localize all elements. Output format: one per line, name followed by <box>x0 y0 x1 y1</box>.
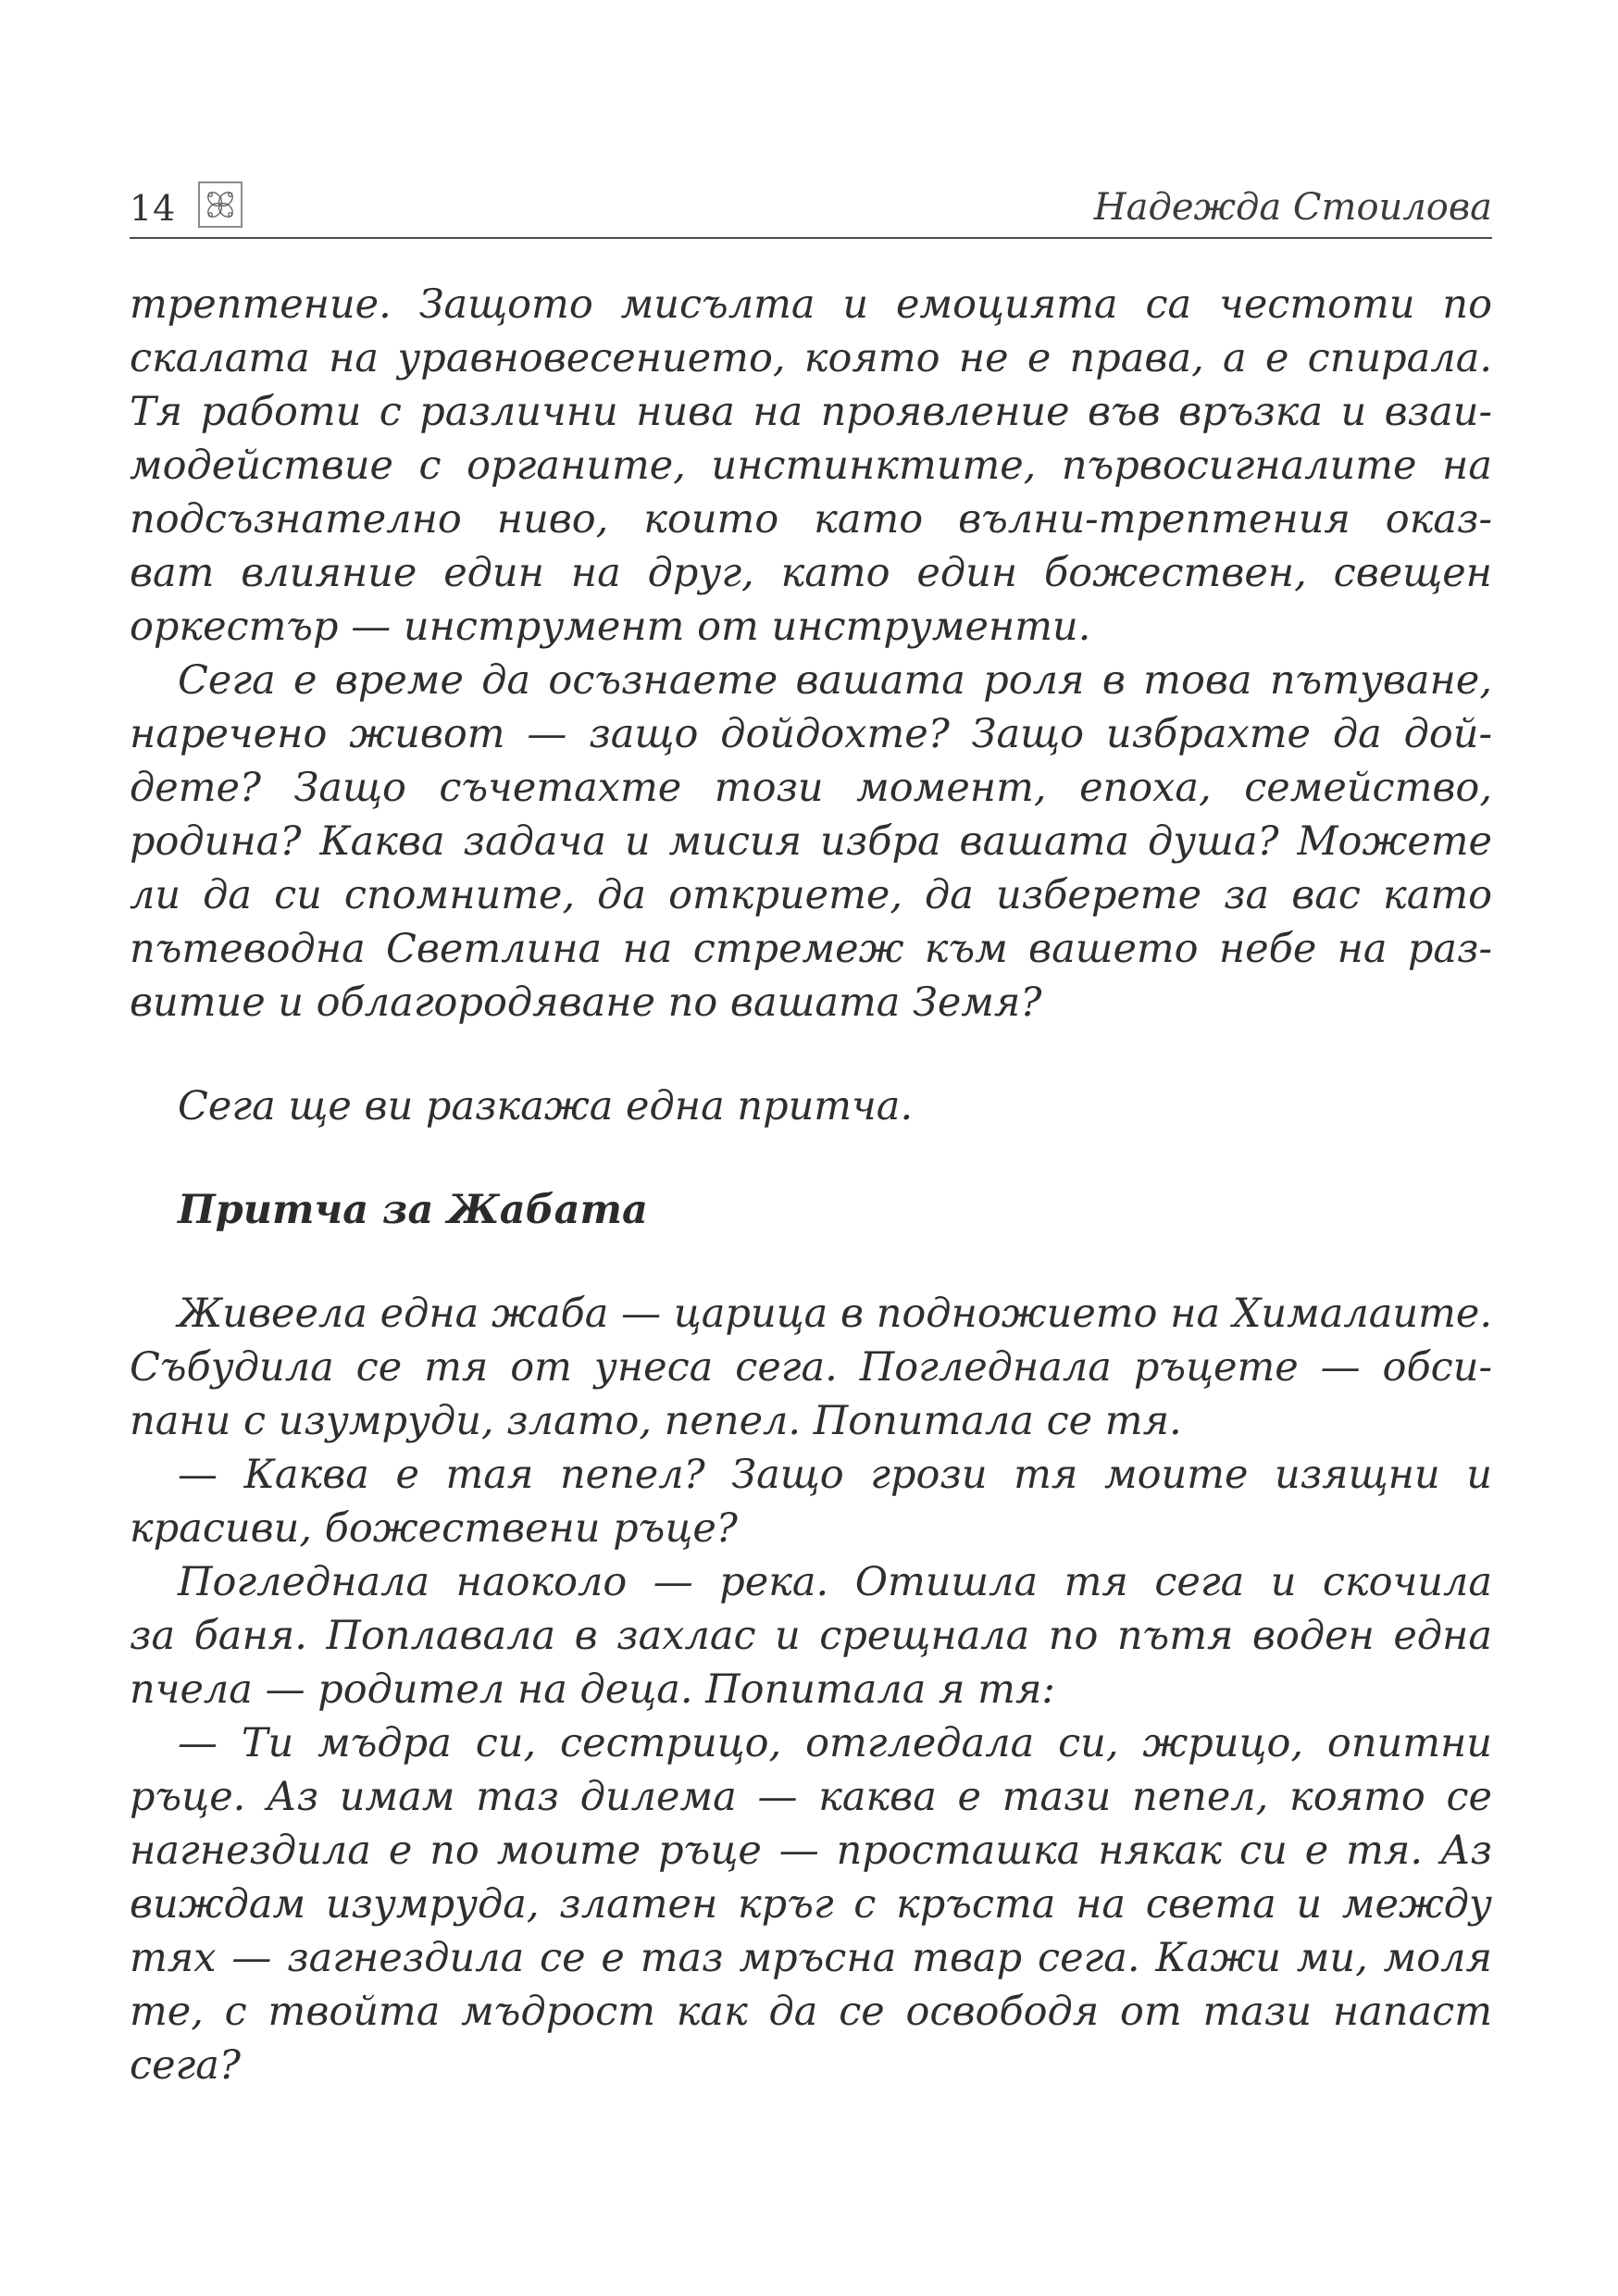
text-line: дете? Защо съчетахте този момент, епоха, семейство, <box>130 765 1492 811</box>
text-line: трептение. Защото мисълта и емоцията са честоти по <box>130 281 1492 328</box>
text-line: Сега е време да осъзнаете вашата роля в това пътуване, <box>178 657 1492 704</box>
text-line: ват влияние един на друг, като един божествен, свещен <box>130 550 1492 596</box>
text-line: красиви, божествени ръце? <box>130 1505 738 1552</box>
text-line: пътеводна Светлина на стремеж към вашето небе на раз- <box>130 926 1492 972</box>
text-block <box>130 278 1492 2092</box>
paragraph <box>130 1555 1492 1716</box>
paragraph <box>130 1287 1492 1448</box>
text-line: сега? <box>130 2042 241 2089</box>
text-line: Тя работи с различни нива на проявление във връзка и взаи- <box>130 389 1492 435</box>
running-header <box>130 176 1492 228</box>
floral-knot-icon <box>198 181 243 228</box>
text-line: модействие с органите, инстинктите, първосигналите на <box>130 443 1492 489</box>
text-line: ли да си спомните, да откриете, да изберете за вас като <box>130 872 1492 918</box>
text-line: родина? Каква задача и мисия избра вашата душа? Можете <box>130 818 1492 865</box>
header-rule <box>130 237 1492 239</box>
text-line: за баня. Поплавала в захлас и срещнала по пътя воден една <box>130 1613 1492 1659</box>
text-line: ръце. Аз имам таз дилема — каква е тази пепел, която се <box>130 1774 1492 1820</box>
text-line: подсъзнателно ниво, които като вълни-трептения оказ- <box>130 496 1492 543</box>
text-line: те, с твойта мъдрост как да се освободя от тази напаст <box>130 1989 1492 2035</box>
text-line: — Каква е тая пепел? Защо грози тя моите изящни и <box>178 1452 1492 1498</box>
paragraph <box>130 1716 1492 2092</box>
text-line: витие и облагородяване по вашата Земя? <box>130 980 1042 1026</box>
text-line: тях — загнездила се е таз мръсна твар сега. Кажи ми, моля <box>130 1935 1492 1981</box>
paragraph <box>130 654 1492 1029</box>
section-heading: Притча за Жабата <box>178 1187 648 1233</box>
text-line: оркестър — инструмент от инструменти. <box>130 604 1091 650</box>
text-line: Погледнала наоколо — река. Отишла тя сега и скочила <box>178 1559 1492 1605</box>
text-line: Живеела една жаба — царица в подножието на Хималаите. <box>178 1291 1492 1337</box>
text-line: Събудила се тя от унеса сега. Погледнала ръцете — обси- <box>130 1344 1492 1391</box>
text-line: нагнездила е по моите ръце — просташка някак си е тя. Аз <box>130 1828 1492 1874</box>
running-header-author: Надежда Стоилова <box>1093 186 1492 229</box>
text-line: пани с изумруди, злато, пепел. Попитала се тя. <box>130 1398 1182 1444</box>
paragraph <box>130 278 1492 654</box>
paragraph <box>130 1448 1492 1555</box>
text-line: виждам изумруда, златен кръг с кръста на света и между <box>130 1881 1492 1928</box>
text-line: Сега ще ви разкажа една притча. <box>178 1083 914 1129</box>
text-line: наречено живот — защо дойдохте? Защо избрахте да дой- <box>130 711 1492 757</box>
paragraph <box>130 1079 1492 1133</box>
header-left <box>130 181 243 228</box>
page-number: 14 <box>130 188 177 229</box>
text-line: — Ти мъдра си, сестрицо, отгледала си, жрицо, опитни <box>178 1720 1492 1766</box>
text-line: пчела — родител на деца. Попитала я тя: <box>130 1666 1055 1713</box>
text-line: скалата на уравновесението, която не е права, а е спирала. <box>130 335 1492 381</box>
